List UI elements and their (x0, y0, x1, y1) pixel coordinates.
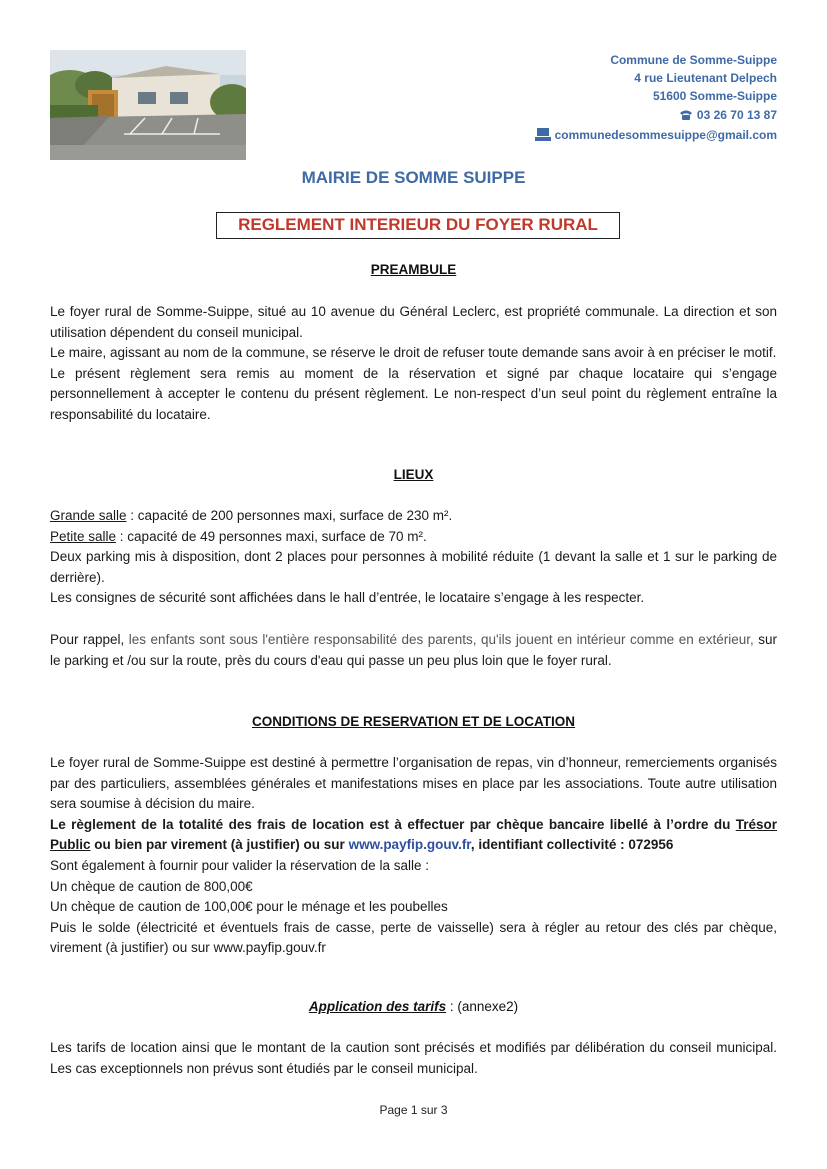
lieux-heading: LIEUX (393, 467, 434, 482)
mairie-title: MAIRIE DE SOMME SUIPPE (301, 168, 526, 187)
commune-name: Commune de Somme-Suippe (610, 53, 777, 67)
conditions-section (50, 753, 777, 959)
foyer-rural-photo (50, 50, 246, 160)
preambule-paragraph-1: Le foyer rural de Somme-Suippe, situé au 10 avenue du Général Leclerc, est propriété communale. La direction et son utilisation dépendent du conseil municipal. (50, 304, 777, 340)
parking-paragraph: Deux parking mis à disposition, dont 2 places pour personnes à mobilité réduite (1 devant la salle et 1 sur le parking de derrière). (50, 549, 777, 585)
page-number: Page 1 sur 3 (379, 1103, 448, 1117)
petite-salle-line (50, 527, 777, 548)
petite-salle-text: : capacité de 49 personnes maxi, surface de 70 m². (116, 528, 427, 544)
street-address: 4 rue Lieutenant Delpech (634, 71, 777, 86)
lieux-section (50, 506, 777, 609)
rappel-paragraph (50, 630, 777, 671)
grande-salle-text: : capacité de 200 personnes maxi, surface de 230 m². (126, 508, 453, 523)
phone-number: 03 26 70 13 87 (696, 107, 777, 122)
city-address: 51600 Somme-Suippe (652, 89, 777, 104)
tarifs-annexe: : (annexe2) (446, 999, 519, 1014)
preambule-heading: PREAMBULE (370, 262, 457, 277)
preambule-section (50, 302, 777, 426)
phone-row (535, 106, 777, 126)
phone-icon (679, 108, 693, 126)
securite-paragraph: Les consignes de sécurité sont affichées dans le hall d’entrée, le locataire s’engage à les respecter. (50, 590, 645, 606)
rappel-highlight: les enfants sont sous l'entière responsabilité des parents, qu'ils jouent en intérieur comme en extérieur, (128, 632, 754, 647)
email-row (535, 126, 777, 146)
payment-text-a: Le règlement de la totalité des frais de location est à effectuer par chèque bancaire libellé à l’ordre du (50, 816, 736, 832)
caution-line-2: Un chèque de caution de 100,00€ pour le ménage et les poubelles (50, 899, 448, 915)
reglement-title: REGLEMENT INTERIEUR DU FOYER RURAL (216, 212, 620, 239)
email-address[interactable]: communedesommesuippe@gmail.com (554, 127, 777, 142)
rappel-intro: Pour rappel, (50, 632, 129, 647)
grande-salle-line (50, 506, 777, 527)
payment-paragraph (50, 815, 777, 856)
payfip-link[interactable]: www.payfip.gouv.fr (348, 837, 471, 853)
fournir-line: Sont également à fournir pour valider la réservation de la salle : (50, 857, 429, 873)
grande-salle-label: Grande salle (50, 508, 127, 523)
payment-text-c: , identifiant collectivité : 072956 (470, 837, 674, 853)
conditions-heading: CONDITIONS DE RESERVATION ET DE LOCATION (251, 714, 576, 729)
tarifs-paragraph: Les tarifs de location ainsi que le montant de la caution sont précisés et modifiés par délibération du conseil municipal. Les cas exceptionnels non prévus sont étudiés par le conseil municipal. (50, 1040, 777, 1076)
tarifs-section (50, 1038, 777, 1079)
tarifs-heading-line (0, 999, 827, 1014)
caution-line-1: Un chèque de caution de 800,00€ (50, 878, 253, 894)
petite-salle-label: Petite salle (50, 528, 117, 544)
tarifs-heading: Application des tarifs (308, 999, 447, 1014)
conditions-paragraph-1: Le foyer rural de Somme-Suippe est destiné à permettre l’organisation de repas, vin d’honneur, remerciements organisés par des particuliers, assemblées générales et manifestations mises en place par les associations. Toute autre utilisation sera soumise à décision du maire. (50, 755, 777, 812)
contact-block (535, 51, 777, 146)
computer-icon (535, 128, 551, 146)
preambule-paragraph-3: Le présent règlement sera remis au moment de la réservation et signé par chaque locataire qui s’engage personnellement à accepter le contenu du présent règlement. Le non-respect d’un seul point du règlement entraîne la responsabilité du locataire. (50, 365, 777, 422)
payment-text-b: ou bien par virement (à justifier) ou sur (90, 837, 349, 853)
solde-paragraph: Puis le solde (électricité et éventuels frais de casse, perte de vaisselle) sera à régler au retour des clés par chèque, virement (à justifier) ou sur www.payfip.gouv.fr (50, 919, 777, 956)
tresor-public: Trésor Public (50, 816, 777, 853)
preambule-paragraph-2: Le maire, agissant au nom de la commune, se réserve le droit de refuser toute demande sans avoir à en préciser le motif. (50, 345, 777, 361)
rappel-end: sur le parking et /ou sur la route, près du cours d'eau qui passe un peu plus loin que le foyer rural. (50, 632, 777, 668)
